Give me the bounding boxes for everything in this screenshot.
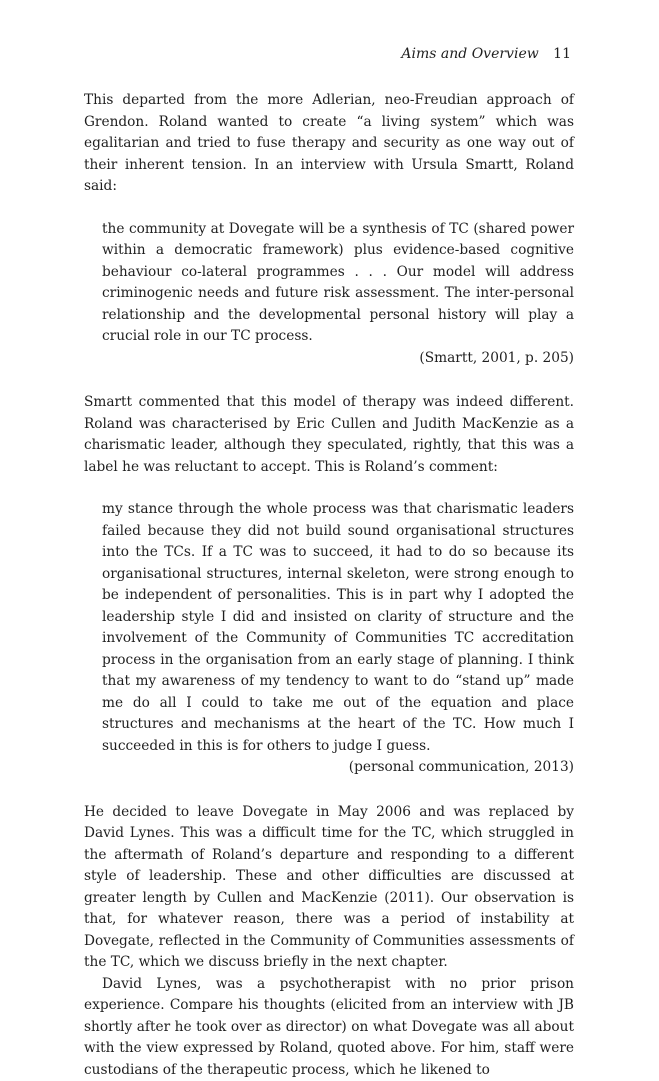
running-head-title: Aims and Overview (401, 46, 538, 62)
block-quote-1: the community at Dovegate will be a synthesis of TC (shared power within a democratic framework) plus evidence-based cognitive behaviour co-lateral programmes . . . Our model will address criminogenic needs and future risk assessment. The inter-personal relationship and the developmental personal history will play a crucial role in our TC process. (102, 219, 574, 348)
block-quote-2: my stance through the whole process was that charismatic leaders failed because they did not build sound organisational structures into the TCs. If a TC was to succeed, it had to do so because its organisational structures, internal skeleton, were strong enough to be independent of personalities. This is in part why I adopted the leadership style I did and insisted on clarity of structure and the involvement of the Community of Communities TC accreditation process in the organisation from an early stage of planning. I think that my awareness of my tendency to want to do “stand up” made me do all I could to take me out of the equation and place structures and mechanisms at the heart of the TC. How much I succeeded in this is for others to judge I guess. (102, 499, 574, 757)
page-number: 11 (553, 46, 571, 62)
paragraph-1: This departed from the more Adlerian, neo-Freudian approach of Grendon. Roland wanted to create “a living system” which was egalitarian and tried to fuse therapy and security as one way out of their inherent tension. In an interview with Ursula Smartt, Roland said: (84, 90, 574, 198)
running-head (401, 46, 571, 62)
quote-citation-1: (Smartt, 2001, p. 205) (84, 348, 574, 370)
quote-citation-2: (personal communication, 2013) (84, 757, 574, 779)
body-text (84, 90, 574, 1081)
paragraph-2: Smartt commented that this model of therapy was indeed different. Roland was characterised by Eric Cullen and Judith MacKenzie as a charismatic leader, although they speculated, rightly, that this was a label he was reluctant to accept. This is Roland’s comment: (84, 392, 574, 478)
paragraph-3: He decided to leave Dovegate in May 2006 and was replaced by David Lynes. This was a difficult time for the TC, which struggled in the aftermath of Roland’s departure and responding to a different style of leadership. These and other difficulties are discussed at greater length by Cullen and MacKenzie (2011). Our observation is that, for whatever reason, there was a period of instability at Dovegate, reflected in the Community of Communities assessments of the TC, which we discuss briefly in the next chapter. (84, 802, 574, 974)
paragraph-4: David Lynes, was a psychotherapist with no prior prison experience. Compare his thoughts (elicited from an interview with JB shortly after he took over as director) on what Dovegate was all about with the view expressed by Roland, quoted above. For him, staff were custodians of the therapeutic process, which he likened to (84, 974, 574, 1081)
